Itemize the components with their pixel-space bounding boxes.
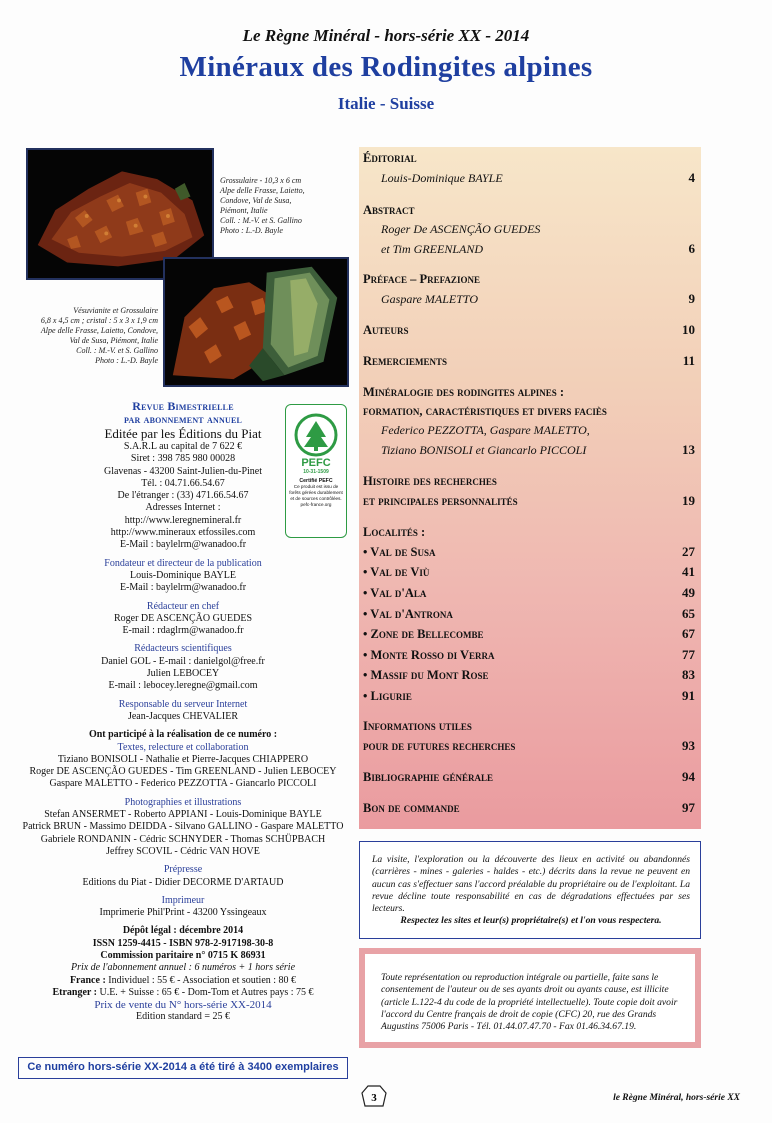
page-number: 3 — [371, 1092, 377, 1104]
issue-title: Minéraux des Rodingites alpines — [179, 51, 593, 83]
chief-name: Roger DE ASCENÇÃO GUEDES — [113, 612, 253, 624]
subscription-line: Prix de l'abonnement annuel : 6 numéros + 1 hors série — [70, 962, 296, 974]
price-label: Etranger : — [52, 986, 97, 998]
toc-page: 77 — [682, 647, 695, 662]
founder-name: Louis-Dominique BAYLE — [129, 569, 236, 581]
toc-page: 91 — [682, 688, 695, 703]
toc-preface-author — [363, 291, 697, 307]
toc-title: Bibliographie générale — [363, 770, 493, 784]
caption-line: Coll. : M.-V. et S. Gallino — [220, 216, 302, 225]
toc-title: Bon de commande — [363, 801, 460, 815]
toc-abstract[interactable] — [363, 203, 697, 218]
legal-line: Dépôt légal : décembre 2014 — [122, 925, 244, 937]
toc-remerciements[interactable] — [363, 353, 697, 369]
toc-page: 9 — [688, 291, 695, 306]
running-footer: le Règne Minéral, hors-série XX — [613, 1093, 740, 1103]
photos-line: Patrick BRUN - Massimo DEIDDA - Silvano GALLINO - Gaspare MALETTO — [22, 821, 344, 833]
photo1-caption — [220, 176, 350, 236]
toc-editorial[interactable] — [363, 151, 697, 166]
scientific-line: Julien LEBOCEY — [146, 668, 220, 680]
toc-title: pour de futures recherches — [363, 739, 516, 753]
toc-title: • Zone de Bellecombe — [363, 627, 484, 641]
founder-heading: Fondateur et directeur de la publication — [104, 557, 262, 569]
toc-page: 41 — [682, 564, 695, 579]
caption-line: Alpe delle Frasse, Laietto, Condove, — [40, 326, 158, 335]
toc-histoire-line2 — [363, 493, 697, 509]
toc-page: 13 — [682, 442, 695, 457]
toc-page: 4 — [688, 170, 695, 185]
photos-line: Stefan ANSERMET - Roberto APPIANI - Louis-Dominique BAYLE — [44, 809, 322, 821]
toc-mineralogie-author — [363, 442, 697, 458]
table-of-contents — [359, 147, 701, 829]
toc-title: Informations utiles — [363, 719, 472, 733]
site-notice — [359, 841, 701, 939]
toc-mineralogie-author — [363, 423, 697, 438]
website-link[interactable]: http://www.leregnemineral.fr — [124, 514, 242, 526]
toc-author: Tiziano BONISOLI et Giancarlo PICCOLI — [381, 443, 587, 457]
caption-line: 6,8 x 4,5 cm ; cristal : 5 x 3 x 1,9 cm — [40, 316, 158, 325]
toc-page: 10 — [682, 322, 695, 337]
issue-price: Prix de vente du N° hors-série XX-2014 — [94, 999, 272, 1012]
email-link[interactable]: E-mail : rdaglrm@wanadoo.fr — [122, 625, 244, 637]
company-line: S.A.R.L au capital de 7 622 € — [123, 441, 243, 452]
toc-informations[interactable] — [363, 719, 697, 734]
participants-heading: Ont participé à la réalisation de ce numéro : — [88, 729, 278, 741]
toc-title: Abstract — [363, 203, 415, 217]
toc-locality[interactable] — [363, 688, 697, 704]
toc-author: Gaspare MALETTO — [381, 292, 479, 306]
pefc-text — [286, 476, 346, 508]
server-heading: Responsable du serveur Internet — [118, 698, 248, 710]
photo2-caption — [18, 306, 158, 366]
texts-line: Gaspare MALETTO - Federico PEZZOTTA - Giancarlo PICCOLI — [49, 778, 317, 790]
toc-page: 67 — [682, 626, 695, 641]
page-number-badge — [361, 1084, 387, 1110]
caption-line: Photo : L.-D. Bayle — [220, 226, 283, 235]
toc-locality[interactable] — [363, 647, 697, 663]
toc-title: • Val d'Antrona — [363, 607, 453, 621]
revue-type: par abonnement annuel — [123, 412, 243, 426]
toc-page: 6 — [688, 241, 695, 256]
toc-abstract-author — [363, 222, 697, 237]
notice-text: La visite, l'exploration ou la découverte des lieux en activité ou abandonnés (carrières - mines - galeries - haldes - etc.) décrits dans la revue ne peuvent en aucun cas s'effectuer sans l'accord préalable du propriétaire ou de l'exploitant. La revue décline toute responsabilité en cas de dégradations effectuées par ses lecteurs. — [372, 854, 690, 915]
vesuvianite-photo — [163, 257, 349, 387]
toc-bibliographie[interactable] — [363, 769, 697, 785]
pefc-name: PEFC — [301, 457, 331, 469]
toc-page: 27 — [682, 544, 695, 559]
legal-line: Commission paritaire n° 0715 K 86931 — [100, 949, 266, 961]
toc-page: 93 — [682, 738, 695, 753]
toc-page: 94 — [682, 769, 695, 784]
toc-author: et Tim GREENLAND — [381, 242, 484, 256]
caption-line: Photo : L.-D. Bayle — [95, 356, 158, 365]
pefc-url: pefc-france.org — [300, 502, 332, 507]
toc-page: 11 — [682, 353, 695, 368]
publisher: Editée par les Éditions du Piat — [104, 426, 262, 441]
toc-locality[interactable] — [363, 544, 697, 560]
company-line: De l'étranger : (33) 471.66.54.67 — [117, 490, 249, 502]
toc-title: Préface – Prefazione — [363, 272, 480, 286]
toc-title: • Val de Susa — [363, 545, 436, 559]
caption-line: Condove, Val de Susa, — [220, 196, 292, 205]
caption-line: Val de Susa, Piémont, Italie — [69, 336, 158, 345]
toc-title: • Val d'Ala — [363, 586, 427, 600]
toc-locality[interactable] — [363, 667, 697, 683]
toc-author: Federico PEZZOTTA, Gaspare MALETTO, — [381, 423, 590, 437]
toc-title: Éditorial — [363, 151, 417, 165]
company-line: Adresses Internet : — [145, 502, 221, 514]
printer-heading: Imprimeur — [161, 894, 205, 906]
prepress-line: Editions du Piat - Didier DECORME D'ARTAUD — [82, 876, 284, 888]
caption-line: Grossulaire - 10,3 x 6 cm — [220, 176, 302, 185]
company-line: Siret : 398 785 980 00028 — [130, 453, 236, 465]
toc-page: 83 — [682, 667, 695, 682]
pefc-code: 10-31-1509 — [303, 469, 329, 475]
prepress-heading: Prépresse — [163, 864, 203, 876]
toc-title: Localités : — [363, 525, 426, 539]
toc-title: • Ligurie — [363, 689, 412, 703]
photos-line: Gabriele RONDANIN - Cédric SCHNYDER - Thomas SCHÜPBACH — [40, 833, 326, 845]
chief-heading: Rédacteur en chef — [146, 600, 220, 612]
photos-line: Jeffrey SCOVIL - Cédric VAN HOVE — [106, 845, 260, 857]
toc-title: formation, caractéristiques et divers faciès — [363, 404, 607, 418]
toc-title: Auteurs — [363, 323, 409, 337]
series-line: Le Règne Minéral - hors-série XX - 2014 — [242, 26, 530, 45]
server-name: Jean-Jacques CHEVALIER — [127, 710, 239, 722]
email-link[interactable]: E-mail : lebocey.leregne@gmail.com — [108, 680, 258, 692]
texts-line: Roger DE ASCENÇÃO GUEDES - Tim GREENLAND - Julien LEBOCEY — [29, 766, 337, 778]
pefc-badge — [285, 404, 347, 538]
standard-price: Edition standard = 25 € — [136, 1011, 230, 1023]
company-line: Tél. : 04.71.66.54.67 — [141, 477, 225, 489]
legal-line: ISSN 1259-4415 - ISBN 978-2-917198-30-8 — [92, 937, 274, 949]
toc-title: Histoire des recherches — [363, 474, 497, 488]
copyright-notice: Toute représentation ou reproduction intégrale ou partielle, faite sans le consentement de l'auteur ou de ses ayants droit ou ayants cause, est illicite (article L.122-4 du code de la propriété intellectuelle). Toute copie doit avoir l'accord du Centre français de droit de copie (CFC) 20, rue des Grands Augustins 75006 Paris - Tél. 01.44.07.47.70 - Fax 01.46.34.67.19. — [359, 948, 701, 1048]
email-link[interactable]: E-Mail : baylelrm@wanadoo.fr — [119, 582, 247, 594]
price-text: U.E. + Suisse : 65 € - Dom-Tom et Autres pays : 75 € — [96, 986, 314, 998]
toc-title: • Val de Viù — [363, 565, 430, 579]
toc-commande[interactable] — [363, 800, 697, 816]
price-text: Individuel : 55 € - Association et soutien : 80 € — [105, 974, 297, 986]
toc-title: et principales personnalités — [363, 494, 518, 508]
toc-preface[interactable] — [363, 272, 697, 287]
toc-editorial-author — [363, 170, 697, 186]
pefc-body: Ce produit est issu de forêts gérées durablement et de sources contrôlées. — [289, 484, 343, 501]
toc-locality[interactable] — [363, 585, 697, 601]
toc-localites — [363, 525, 697, 540]
toc-title: Remerciements — [363, 354, 448, 368]
scientific-line: Daniel GOL - E-mail : danielgol@free.fr — [101, 655, 265, 667]
price-abroad — [14, 987, 352, 999]
toc-mineralogie-line2 — [363, 404, 697, 419]
caption-line: Alpe delle Frasse, Laietto, — [220, 186, 305, 195]
toc-abstract-author — [363, 241, 697, 257]
toc-locality[interactable] — [363, 626, 697, 642]
toc-page: 97 — [682, 800, 695, 815]
pefc-tree-icon — [294, 413, 338, 457]
issue-subtitle: Italie - Suisse — [337, 94, 435, 113]
toc-informations-line2 — [363, 738, 697, 754]
toc-page: 49 — [682, 585, 695, 600]
photos-heading: Photographies et illustrations — [124, 796, 242, 808]
toc-page: 65 — [682, 606, 695, 621]
toc-locality[interactable] — [363, 606, 697, 622]
texts-heading: Textes, relecture et collaboration — [117, 741, 249, 753]
caption-line: Vésuvianite et Grossulaire — [73, 306, 158, 315]
toc-page: 19 — [682, 493, 695, 508]
price-label: France : — [69, 974, 106, 986]
toc-locality[interactable] — [363, 564, 697, 580]
toc-mineralogie[interactable] — [363, 385, 697, 400]
toc-histoire[interactable] — [363, 474, 697, 489]
notice-respect: Respectez les sites et leur(s) propriétaire(s) et l'on vous respectera. — [400, 915, 662, 927]
revue-type: Revue Bimestrielle — [132, 399, 234, 413]
website-link[interactable]: http://www.mineraux etfossiles.com — [110, 527, 256, 539]
price-france — [14, 975, 352, 987]
toc-author: Roger De ASCENÇÃO GUEDES — [381, 222, 541, 236]
email-link[interactable]: E-Mail : baylelrm@wanadoo.fr — [119, 539, 247, 551]
caption-line: Coll. : M.-V. et S. Gallino — [76, 346, 158, 355]
company-line: Glavenas - 43200 Saint-Julien-du-Pinet — [103, 465, 263, 477]
print-run-box: Ce numéro hors-série XX-2014 a été tiré à 3400 exemplaires — [18, 1057, 348, 1079]
printer-line: Imprimerie Phil'Print - 43200 Yssingeaux — [99, 907, 267, 919]
toc-title: Minéralogie des rodingites alpines : — [363, 385, 565, 399]
toc-author: Louis-Dominique BAYLE — [381, 171, 503, 185]
pefc-title: Certifié PEFC — [299, 478, 333, 484]
caption-line: Piémont, Italie — [220, 206, 268, 215]
toc-auteurs[interactable] — [363, 322, 697, 338]
texts-line: Tiziano BONISOLI - Nathalie et Pierre-Jacques CHIAPPERO — [57, 753, 309, 765]
toc-title: • Monte Rosso di Verra — [363, 648, 495, 662]
toc-title: • Massif du Mont Rose — [363, 668, 489, 682]
scientific-heading: Rédacteurs scientifiques — [134, 643, 232, 655]
